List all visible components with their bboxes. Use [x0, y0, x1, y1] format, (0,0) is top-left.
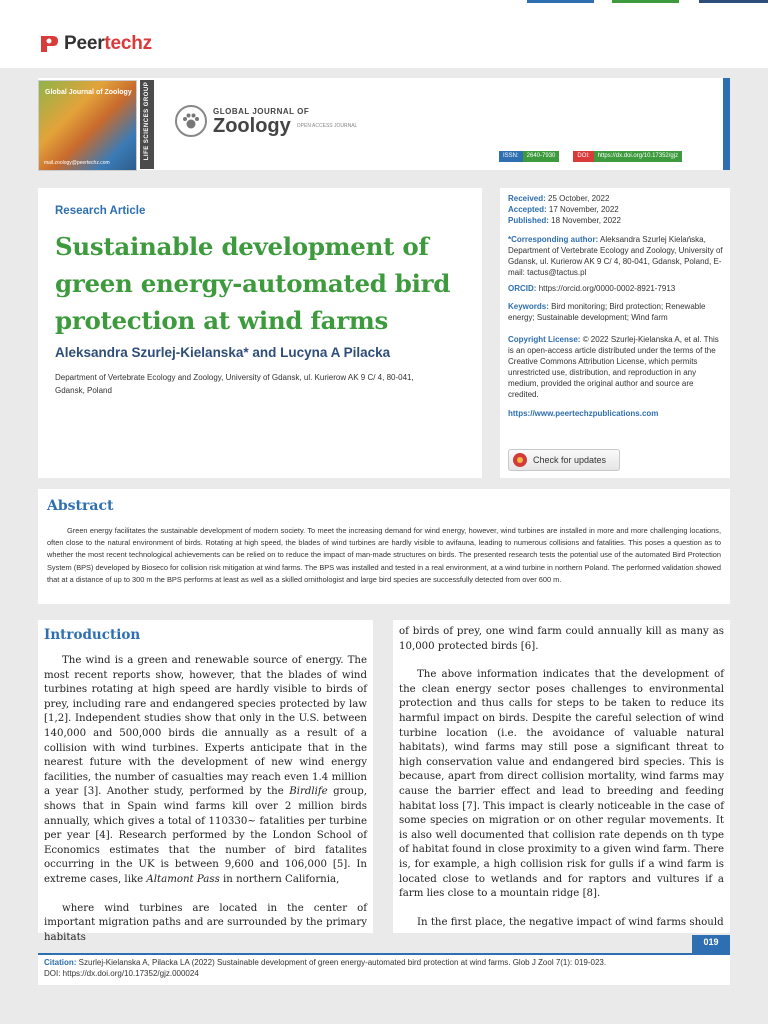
- corresponding-author: [508, 234, 723, 278]
- doi-link[interactable]: https://dx.doi.org/10.17352/gjz: [594, 151, 682, 162]
- title-line: green energy-automated bird: [55, 269, 451, 298]
- received-date: [508, 193, 723, 204]
- life-sciences-group-tab: [140, 80, 154, 169]
- article-header-box: [38, 188, 482, 478]
- citation-text: Szurlej-Kielanska A, Pilacka LA (2022) Sustainable development of green energy-automated bird protection at wind farms. Glob J Zool 7(1): 019-023.: [78, 958, 607, 967]
- introduction-heading: Introduction: [44, 627, 141, 643]
- abstract-box: [38, 489, 730, 604]
- peertechz-logo[interactable]: [38, 33, 152, 55]
- copyright-text: © 2022 Szurlej-Kielanska A, et al. This is an open-access article distributed under the terms of the Creative Commons Attribution License, which permits unrestricted use, distribution, and reproduction in any medium, provided the original author and source are credited.: [508, 335, 719, 399]
- citation-footer: [38, 953, 730, 985]
- article-type: Research Article: [55, 205, 146, 217]
- received-value: 25 October, 2022: [548, 194, 610, 203]
- citation-label: Citation:: [44, 958, 77, 967]
- logo-text-techz: techz: [104, 33, 152, 54]
- copyright: [508, 334, 723, 400]
- abstract-heading: Abstract: [47, 498, 114, 514]
- publisher-website-link[interactable]: https://www.peertechzpublications.com: [508, 409, 659, 418]
- right-paragraph-2: The above information indicates that the development of the clean energy sector poses challenges to environmental protection and thus calls for steps to be taken to reduce its harmful impact on birds. Despite the careful selection of wind turbine location (i.e. the avoidance of valuable natural habitats), wind farms may still pose a significant threat to high conservation value and endangered bird species. This is because, apart from direct collision mortality, wind farms may cause the barrier effect and lead to breeding and feeding habitat loss [7]. This impact is clearly noticeable in the case of some species on migration or on other regular movements. It is also well documented that collision rate depends on th type of habitat found in close proximity to a given wind farm. There is, for example, a high collision risk for gulls if a wind farm is located close to wetlands and for raptors and vultures if a farm lies close to a mountain ridge [8].: [399, 669, 724, 900]
- banner-accent-bar: [723, 78, 730, 170]
- received-label: Received:: [508, 194, 546, 203]
- check-for-updates-label: Check for updates: [533, 455, 607, 465]
- journal-cover-image: [38, 80, 137, 171]
- paw-print-icon: [175, 105, 207, 137]
- body-column-right: [393, 620, 730, 933]
- keywords: [508, 301, 723, 323]
- top-color-bars: [0, 0, 768, 4]
- article-meta-box: [500, 188, 730, 478]
- title-line: Sustainable development of: [55, 232, 429, 261]
- journal-name-line2: Zoology: [213, 114, 291, 137]
- life-sciences-group-label: LIFE SCIENCES GROUP: [144, 81, 150, 161]
- article-title: [55, 228, 475, 339]
- right-paragraph-3: In the first place, the negative impact of wind farms should: [417, 916, 724, 928]
- authors: Aleksandra Szurlej-Kielanska* and Lucyna A Pilacka: [55, 345, 391, 360]
- published-label: Published:: [508, 216, 549, 225]
- issn-value: 2640-7930: [523, 151, 560, 162]
- cover-footer: mail.zoology@peertechz.com: [44, 160, 110, 166]
- published-value: 18 November, 2022: [551, 216, 621, 225]
- affiliation-line: Department of Vertebrate Ecology and Zoology, University of Gdansk, ul. Kurierow AK 9 C/ 4, 80-041,: [55, 373, 414, 382]
- orcid: [508, 283, 723, 294]
- check-for-updates-icon: [513, 453, 527, 467]
- journal-logo: [175, 105, 357, 137]
- orcid-link[interactable]: https://orcid.org/0000-0002-8921-7913: [538, 284, 676, 293]
- logo-text-peer: Peer: [64, 33, 105, 54]
- corresponding-label: *Corresponding author:: [508, 235, 599, 244]
- doi-label: DOI:: [573, 151, 593, 162]
- right-paragraph-1: of birds of prey, one wind farm could annually kill as many as 10,000 protected birds [6].: [399, 626, 724, 652]
- keywords-label: Keywords:: [508, 302, 549, 311]
- title-line: protection at wind farms: [55, 306, 388, 335]
- abstract-text: Green energy facilitates the sustainable development of modern society. To meet the increasing demand for wind energy, however, wind turbines are installed in more and more challenging locations, often close to the natural environment of birds. Rotating at high speed, the blades of wind turbines are hardly visible to avifauna, leading to numerous collisions and fatalities. This poses a question as to whether the most recent technological achievements can be relied on to reduce the impact of man-made structures on birds. The presented research tests the potential use of the automated Bird Protection System (BPS) developed by Bioseco for collision risk mitigation at wind farms. The BPS was installed and tested in a real environment, at a wind turbine in northern Poland. The performed validation showed that at a distance of up to 300 m the BPS performs at least as well as a skilled ornithologist and large bird species are successfully detected from over 600 m.: [47, 526, 721, 584]
- journal-name-line1: GLOBAL JOURNAL OF: [213, 106, 310, 116]
- body-column-left: [38, 620, 373, 943]
- affiliation: [55, 371, 475, 397]
- accepted-label: Accepted:: [508, 205, 547, 214]
- issn-label: ISSN:: [499, 151, 523, 162]
- affiliation-line: Gdansk, Poland: [55, 386, 112, 395]
- open-access-label: OPEN ACCESS JOURNAL: [296, 122, 358, 129]
- cover-title: Global Journal of Zoology: [45, 89, 132, 96]
- citation-doi[interactable]: DOI: https://dx.doi.org/10.17352/gjz.000024: [44, 969, 199, 978]
- peertechz-logo-icon: [38, 34, 60, 54]
- published-date: [508, 215, 723, 226]
- accepted-date: [508, 204, 723, 215]
- intro-paragraph-2: where wind turbines are located in the center of important migration paths and are surrounded by the primary habitats: [44, 902, 367, 943]
- page-number: 019: [692, 935, 730, 953]
- accepted-value: 17 November, 2022: [548, 205, 619, 214]
- issn-doi-strip: [499, 151, 682, 162]
- keywords-text: Bird monitoring; Bird protection; Renewable energy; Sustainable development; Wind farm: [508, 302, 706, 322]
- orcid-label: ORCID:: [508, 284, 537, 293]
- copyright-label: Copyright License:: [508, 335, 581, 344]
- corresponding-text: Aleksandra Szurlej Kielańska, Department of Vertebrate Ecology and Zoology, University of Gdansk, ul. Kurierow AK 9 C/ 4, 80-041, Gdansk, Poland, E-mail: tactus@tactus.pl: [508, 235, 723, 277]
- intro-paragraph-1: The wind is a green and renewable source of energy. The most recent reports show, however, that the blades of wind turbines rotating at high speed are hardly visible to birds of prey, including rare and endangered species protected by law [1,2]. Independent studies show that only in the U.S. between 140,000 and 500,000 birds die annually as a result of a collision with wind turbines. Experts anticipate that in the nearest future with the development of new wind energy facilities, the number of casualties may reach even 1.4 million a year [3]. Another study, performed by the Birdlife group, shows that in Spain wind farms kill over 2 million birds annually, which gives a total of 110330~ fatalities per turbine per year [4]. Research performed by the London School of Economics estimates that the number of bird fatalites occurring in the UK is between 9,600 and 106,000 [5]. In extreme cases, like Altamont Pass in northern California,: [44, 655, 367, 885]
- check-for-updates-button[interactable]: [508, 449, 620, 471]
